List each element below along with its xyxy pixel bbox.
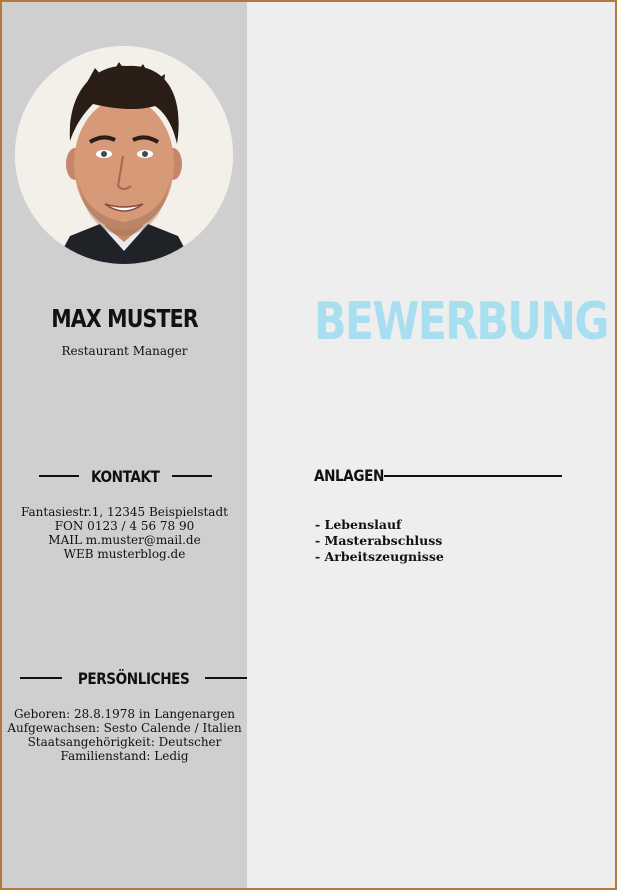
persoenliches-heading-label: PERSÖNLICHES [77,668,190,688]
candidate-role: Restaurant Manager [61,344,188,358]
list-item: - Masterabschluss [315,533,443,548]
nationality-line: Staatsangehörigkeit: Deutscher [27,735,222,749]
persoenliches-details [2,707,247,763]
anlagen-heading [314,466,562,485]
heading-rule [384,475,562,477]
heading-rule [39,475,79,477]
kontakt-details [2,505,247,561]
profile-photo [15,46,233,264]
kontakt-heading [39,465,212,487]
anlagen-list [315,517,444,565]
persoenliches-heading [20,667,247,689]
heading-rule [205,677,247,679]
kontakt-heading-label: KONTAKT [91,466,160,486]
email-line: MAIL m.muster@mail.de [48,533,201,547]
portrait-illustration [15,46,233,264]
candidate-name: MAX MUSTER [51,304,198,333]
phone-line: FON 0123 / 4 56 78 90 [54,519,195,533]
website-line: WEB musterblog.de [63,547,186,561]
list-item: - Arbeitszeugnisse [315,549,444,564]
anlagen-heading-label: ANLAGEN [314,466,384,485]
heading-rule [20,677,62,679]
sidebar [2,2,247,888]
raised-line: Aufgewachsen: Sesto Calende / Italien [7,721,242,735]
heading-rule [172,475,212,477]
address-line: Fantasiestr.1, 12345 Beispielstadt [21,505,228,519]
document-title: BEWERBUNG [314,292,608,352]
marital-status-line: Familienstand: Ledig [60,749,189,763]
birth-line: Geboren: 28.8.1978 in Langenargen [13,707,236,721]
list-item: - Lebenslauf [315,517,402,532]
